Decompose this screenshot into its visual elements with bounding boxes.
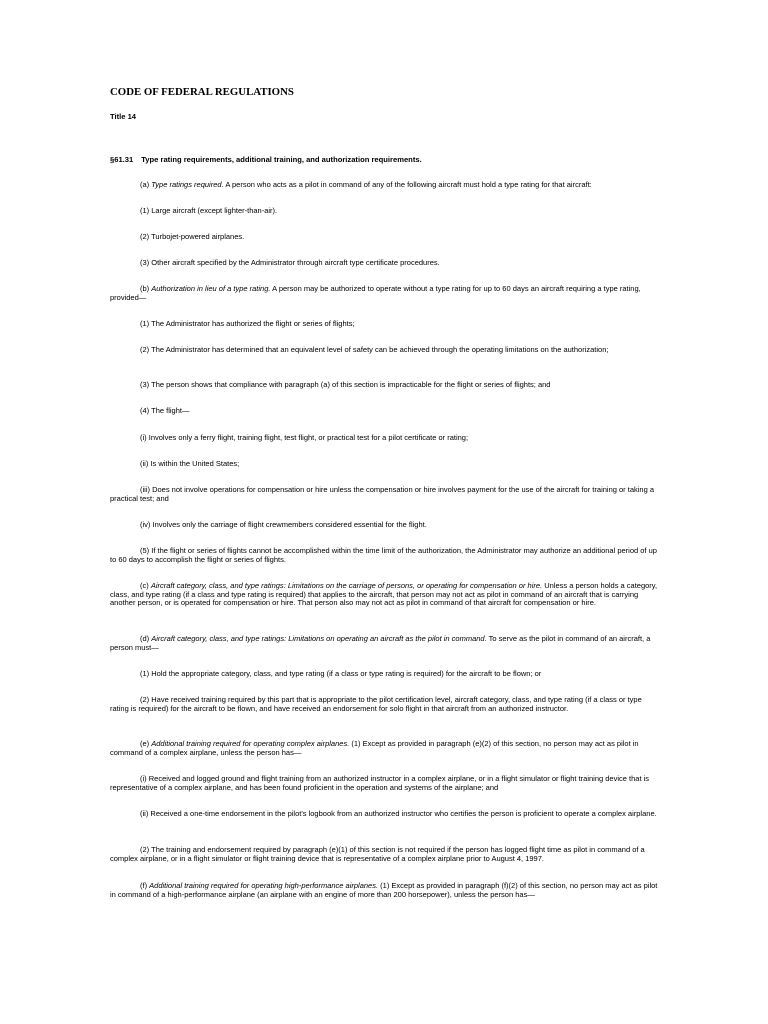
paragraph-lead: (f)	[140, 881, 150, 890]
paragraph-lead: (d)	[140, 634, 152, 643]
section-number: §61.31	[110, 155, 134, 164]
paragraph-heading: Aircraft category, class, and type ratings: Limitations on the carriage of persons, or operating for compensation or hire.	[150, 581, 543, 590]
section-heading	[110, 155, 422, 164]
paragraph-text: A person who acts as a pilot in command of any of the following aircraft must hold a type rating for that aircraft:	[223, 180, 592, 189]
paragraph-text: (3) Other aircraft specified by the Administrator through aircraft type certificate procedures.	[140, 258, 440, 267]
paragraph	[110, 810, 660, 819]
paragraph-lead: (b)	[140, 284, 152, 293]
paragraph-text: (iv) Involves only the carriage of flight crewmembers considered essential for the flight.	[140, 520, 427, 529]
document-subtitle: Title 14	[110, 112, 137, 121]
paragraph-text: A person may be authorized to operate without a type rating for up to 60 days an aircraft requiring a type rating, provided—	[110, 284, 641, 302]
section-title: Type rating requirements, additional training, and authorization requirements.	[141, 155, 422, 164]
paragraph-text: (i) Received and logged ground and flight training from an authorized instructor in a complex airplane, or in a flight simulator or flight training device that is representative of a complex airplane, and has been found proficient in the operation and systems of the airplane; and	[110, 774, 650, 792]
paragraph	[110, 259, 660, 268]
paragraph-text: (1) Except as provided in paragraph (f)(2) of this section, no person may act as pilot in command of a high-performance airplane (an airplane with an engine of more than 200 horsepower), unless the person has—	[110, 881, 658, 899]
paragraph	[110, 882, 660, 899]
paragraph	[110, 285, 660, 302]
paragraph-heading: Aircraft category, class, and type ratings: Limitations on operating an aircraft as the pilot in command.	[151, 634, 487, 643]
paragraph	[110, 434, 660, 443]
paragraph	[110, 381, 660, 390]
paragraph-text: (iii) Does not involve operations for compensation or hire unless the compensation or hire involves payment for the use of the aircraft for training or taking a practical test; and	[110, 485, 655, 503]
paragraph-lead: (e)	[140, 739, 152, 748]
paragraph	[110, 547, 660, 564]
paragraph-text: (4) The flight—	[140, 406, 190, 415]
paragraph-heading: Additional training required for operating high-performance airplanes.	[149, 881, 379, 890]
paragraph	[110, 740, 660, 757]
paragraph-text: (ii) Is within the United States;	[140, 459, 240, 468]
paragraph	[110, 320, 660, 329]
paragraph	[110, 486, 660, 503]
paragraph	[110, 582, 660, 608]
paragraph-heading: Authorization in lieu of a type rating.	[151, 284, 271, 293]
paragraph-lead: (a)	[140, 180, 152, 189]
paragraph-heading: Additional training required for operating complex airplanes.	[151, 739, 350, 748]
paragraph-text: (2) The Administrator has determined that an equivalent level of safety can be achieved through the operating limitations on the authorization;	[140, 345, 609, 354]
paragraph	[110, 696, 660, 713]
paragraph-text: (2) Have received training required by this part that is appropriate to the pilot certification level, aircraft category, class, and type rating (if a class or type rating is required) for the aircraft to be flown, and have received an endorsement for solo flight in that aircraft from an authorized instructor.	[110, 695, 642, 713]
paragraph	[110, 846, 660, 863]
paragraph-heading: Type ratings required.	[151, 180, 224, 189]
paragraph	[110, 233, 660, 242]
paragraph-text: (1) Hold the appropriate category, class, and type rating (if a class or type rating is required) for the aircraft to be flown; or	[140, 669, 542, 678]
paragraph-text: (i) Involves only a ferry flight, training flight, test flight, or practical test for a pilot certificate or rating;	[140, 433, 469, 442]
paragraph	[110, 775, 660, 792]
paragraph-text: (1) The Administrator has authorized the flight or series of flights;	[140, 319, 355, 328]
paragraph	[110, 346, 660, 355]
paragraph-text: (3) The person shows that compliance with paragraph (a) of this section is impracticable for the flight or series of flights; and	[140, 380, 551, 389]
paragraph-text: Unless a person holds a category, class, and type rating (if a class and type rating is required) that applies to the aircraft, that person may not act as pilot in command of an aircraft that is carrying another person, or is operated for compensation or hire. That person also may not act as pilot in command of that aircraft for compensation or hire.	[110, 581, 658, 608]
paragraph-text: (2) Turbojet-powered airplanes.	[140, 232, 245, 241]
paragraph-text: To serve as the pilot in command of an aircraft, a person must—	[110, 634, 651, 652]
paragraph	[110, 207, 660, 216]
document-title: CODE OF FEDERAL REGULATIONS	[110, 86, 294, 98]
paragraph-lead: (c)	[140, 581, 151, 590]
paragraph	[110, 460, 660, 469]
paragraph	[110, 635, 660, 652]
paragraph	[110, 407, 660, 416]
paragraph-text: (2) The training and endorsement required by paragraph (e)(1) of this section is not required if the person has logged flight time as pilot in command of a complex airplane, or in a flight simulator or flight training device that is representative of a complex airplane prior to August 4, 1997.	[110, 845, 645, 863]
paragraph	[110, 181, 660, 190]
paragraph-text: (1) Except as provided in paragraph (e)(2) of this section, no person may act as pilot in command of a complex airplane, unless the person has—	[110, 739, 639, 757]
paragraph	[110, 670, 660, 679]
paragraph-text: (1) Large aircraft (except lighter-than-air).	[140, 206, 278, 215]
paragraph-text: (5) If the flight or series of flights cannot be accomplished within the time limit of the authorization, the Administrator may authorize an additional period of up to 60 days to accomplish the flight or series of flights.	[110, 546, 657, 564]
paragraph	[110, 521, 660, 530]
paragraph-text: (ii) Received a one-time endorsement in the pilot's logbook from an authorized instructor who certifies the person is proficient to operate a complex airplane.	[140, 809, 657, 818]
